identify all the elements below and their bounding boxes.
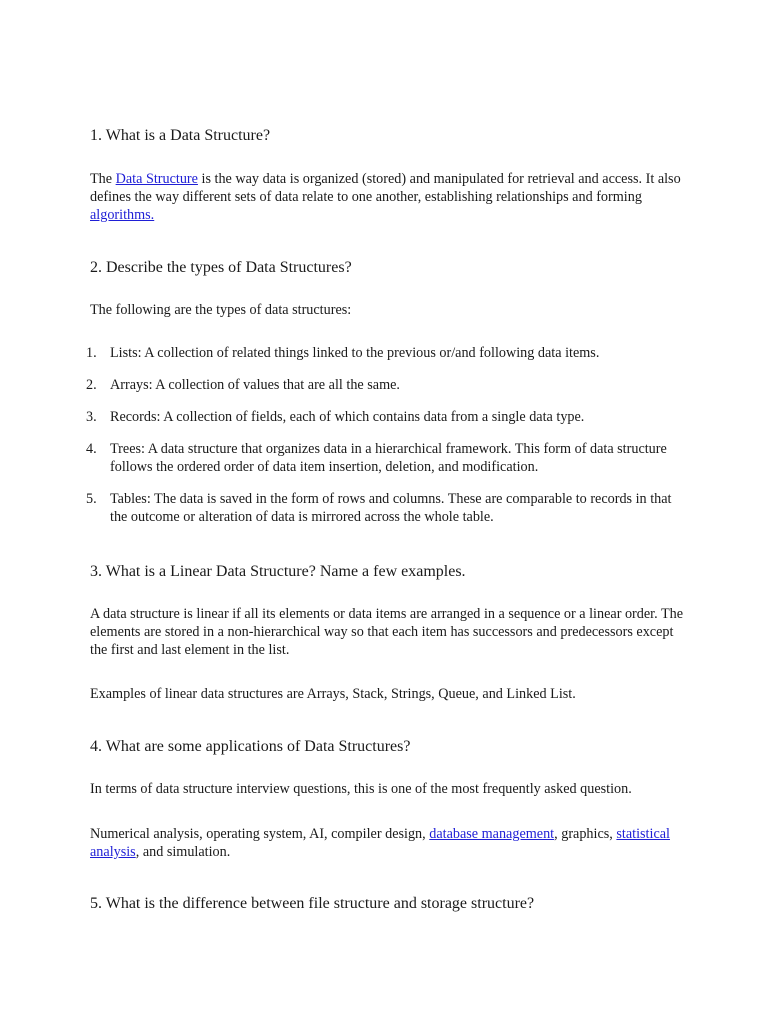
question-1-answer xyxy=(90,170,690,224)
statistical-analysis-link[interactable]: statistical analysis xyxy=(90,826,670,860)
list-item-number: 4. xyxy=(86,441,97,457)
answer-text: , graphics, xyxy=(554,826,617,842)
question-1-heading: 1. What is a Data Structure? xyxy=(90,127,271,144)
list-item-text: Lists: A collection of related things linked to the previous or/and following data items. xyxy=(110,345,600,361)
list-item-number: 5. xyxy=(86,491,97,507)
question-4-applications xyxy=(90,825,690,861)
list-item xyxy=(86,490,690,526)
list-item-number: 3. xyxy=(86,409,97,425)
list-item-text: Trees: A data structure that organizes data in a hierarchical framework. This form of data structure follows the ordered order of data item insertion, deletion, and modification. xyxy=(110,441,667,475)
list-item xyxy=(86,344,690,362)
list-item-text: Arrays: A collection of values that are all the same. xyxy=(110,377,400,393)
question-4-heading: 4. What are some applications of Data Structures? xyxy=(90,738,411,755)
question-3-answer: A data structure is linear if all its elements or data items are arranged in a sequence or a linear order. The elements are stored in a non-hierarchical way so that each item has successors and predecessors except the first and last element in the list. xyxy=(90,606,684,658)
question-3-heading: 3. What is a Linear Data Structure? Name a few examples. xyxy=(90,563,466,580)
answer-text: The xyxy=(90,171,116,187)
data-structure-types-list xyxy=(86,344,690,540)
list-item-text: Tables: The data is saved in the form of rows and columns. These are comparable to records in that the outcome or alteration of data is mirrored across the whole table. xyxy=(110,491,672,525)
list-item xyxy=(86,408,690,426)
question-4-answer: In terms of data structure interview questions, this is one of the most frequently asked question. xyxy=(90,781,632,797)
answer-text: is the way data is organized (stored) and manipulated for retrieval and access. It also defines the way different sets of data relate to one another, establishing relationships and forming xyxy=(90,171,681,205)
list-item-number: 2. xyxy=(86,377,97,393)
answer-text: , and simulation. xyxy=(135,844,231,860)
database-management-link[interactable]: database management xyxy=(429,826,555,842)
list-item-number: 1. xyxy=(86,345,97,361)
question-3-examples: Examples of linear data structures are Arrays, Stack, Strings, Queue, and Linked List. xyxy=(90,686,576,702)
data-structure-link[interactable]: Data Structure xyxy=(115,171,198,187)
list-item xyxy=(86,376,690,394)
question-2-heading: 2. Describe the types of Data Structures? xyxy=(90,259,352,276)
question-2-intro: The following are the types of data structures: xyxy=(90,302,352,318)
question-5-heading: 5. What is the difference between file structure and storage structure? xyxy=(90,895,535,912)
list-item xyxy=(86,440,690,476)
list-item-text: Records: A collection of fields, each of which contains data from a single data type. xyxy=(110,409,585,425)
answer-text: Numerical analysis, operating system, AI, compiler design, xyxy=(90,826,430,842)
algorithms-link[interactable]: algorithms. xyxy=(90,207,155,223)
